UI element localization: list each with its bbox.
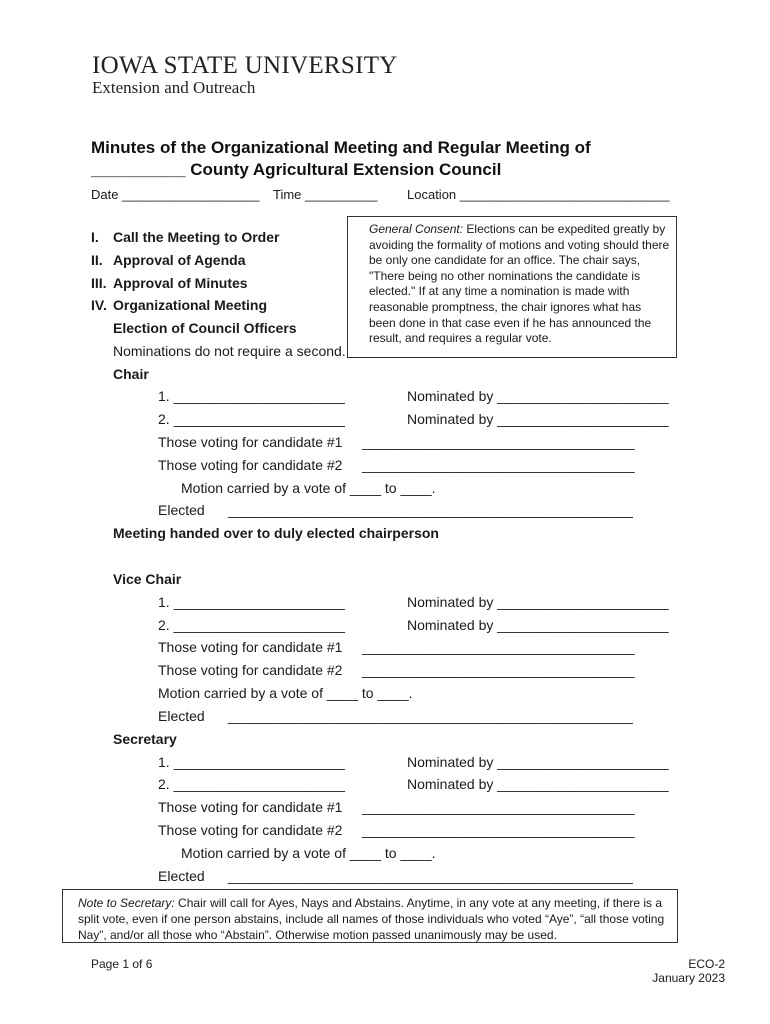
document-code: ECO-2	[688, 957, 725, 971]
office-secretary-heading: Secretary	[113, 731, 177, 747]
general-consent-box	[347, 216, 677, 358]
vice-chair-nominated-by-1[interactable]: Nominated by ______________________	[407, 594, 669, 610]
secretary-candidate-2[interactable]: 2. ______________________	[158, 776, 345, 792]
page-number: Page 1 of 6	[91, 957, 153, 971]
secretary-voting-label-1: Those voting for candidate #1	[158, 799, 343, 815]
vice-chair-elected-field[interactable]: ____________________________________________________	[228, 708, 633, 724]
chair-candidate-1[interactable]: 1. ______________________	[158, 388, 345, 404]
agenda-item-call-to-order: Call the Meeting to Order	[113, 229, 280, 245]
chair-nominated-by-1[interactable]: Nominated by ______________________	[407, 388, 669, 404]
note-text: Chair will call for Ayes, Nays and Abstains. Anytime, in any vote at any meeting, if there is a split vote, even if one person abstains, include all names of those individuals who voted “Aye”, “all those voting Nay”, and/or all those who “Abstain”. Otherwise motion passed unanimously may be used.	[78, 896, 665, 942]
vice-chair-elected-label: Elected	[158, 708, 205, 724]
consent-label: General Consent:	[369, 222, 464, 236]
chair-voting-label-2: Those voting for candidate #2	[158, 457, 343, 473]
vice-chair-candidate-2[interactable]: 2. ______________________	[158, 617, 345, 633]
chair-voting-field-2[interactable]: ___________________________________	[362, 457, 635, 473]
vice-chair-candidate-1[interactable]: 1. ______________________	[158, 594, 345, 610]
office-chair-heading: Chair	[113, 366, 149, 382]
secretary-candidate-1[interactable]: 1. ______________________	[158, 754, 345, 770]
note-to-secretary-box	[62, 889, 678, 943]
note-label: Note to Secretary:	[78, 896, 175, 910]
chair-candidate-2[interactable]: 2. ______________________	[158, 411, 345, 427]
agenda-num-2: II.	[91, 252, 103, 268]
agenda-num-4: IV.	[91, 297, 107, 313]
secretary-elected-field[interactable]: ____________________________________________________	[228, 868, 633, 884]
secretary-voting-label-2: Those voting for candidate #2	[158, 822, 343, 838]
vice-chair-voting-field-1[interactable]: ___________________________________	[362, 639, 635, 655]
document-date: January 2023	[652, 971, 725, 985]
election-heading: Election of Council Officers	[113, 320, 297, 336]
secretary-voting-field-1[interactable]: ___________________________________	[362, 799, 635, 815]
vice-chair-motion-line[interactable]: Motion carried by a vote of ____ to ____.	[158, 685, 413, 701]
page-title-line1: Minutes of the Organizational Meeting and Regular Meeting of	[91, 138, 591, 157]
chair-elected-field[interactable]: ____________________________________________________	[228, 502, 633, 518]
agenda-item-organizational-meeting: Organizational Meeting	[113, 297, 268, 313]
agenda-num-3: III.	[91, 275, 107, 291]
chair-nominated-by-2[interactable]: Nominated by ______________________	[407, 411, 669, 427]
chair-elected-label: Elected	[158, 502, 205, 518]
vice-chair-nominated-by-2[interactable]: Nominated by ______________________	[407, 617, 669, 633]
logo-extension-name: Extension and Outreach	[92, 78, 256, 97]
office-vice-chair-heading: Vice Chair	[113, 571, 182, 587]
chair-voting-field-1[interactable]: ___________________________________	[362, 434, 635, 450]
logo-university-name: IOWA STATE UNIVERSITY	[92, 52, 398, 79]
secretary-motion-line[interactable]: Motion carried by a vote of ____ to ____.	[181, 845, 436, 861]
vice-chair-voting-label-1: Those voting for candidate #1	[158, 639, 343, 655]
secretary-nominated-by-2[interactable]: Nominated by ______________________	[407, 776, 669, 792]
date-field[interactable]: Date ___________________	[91, 187, 260, 202]
page-title-line2: __________ County Agricultural Extension Council	[91, 160, 502, 179]
chair-voting-label-1: Those voting for candidate #1	[158, 434, 343, 450]
agenda-item-approval-minutes: Approval of Minutes	[113, 275, 248, 291]
consent-text: Elections can be expedited greatly by avoiding the formality of motions and voting should there be only one candidate for an office. The chair says, "There being no other nominations the candidate is elected." If at any time a nomination is made with reasonable promptness, the chair ignores what has been done in that case even if he has announced the result, and requires a regular vote.	[369, 222, 670, 346]
vice-chair-voting-label-2: Those voting for candidate #2	[158, 662, 343, 678]
secretary-voting-field-2[interactable]: ___________________________________	[362, 822, 635, 838]
nominations-note: Nominations do not require a second.	[113, 343, 346, 359]
time-field[interactable]: Time __________	[273, 187, 378, 202]
vice-chair-voting-field-2[interactable]: ___________________________________	[362, 662, 635, 678]
secretary-nominated-by-1[interactable]: Nominated by ______________________	[407, 754, 669, 770]
agenda-item-approval-agenda: Approval of Agenda	[113, 252, 246, 268]
agenda-num-1: I.	[91, 229, 99, 245]
location-field[interactable]: Location _____________________________	[407, 187, 670, 202]
chair-motion-line[interactable]: Motion carried by a vote of ____ to ____.	[181, 480, 436, 496]
handover-heading: Meeting handed over to duly elected chairperson	[113, 525, 439, 541]
secretary-elected-label: Elected	[158, 868, 205, 884]
